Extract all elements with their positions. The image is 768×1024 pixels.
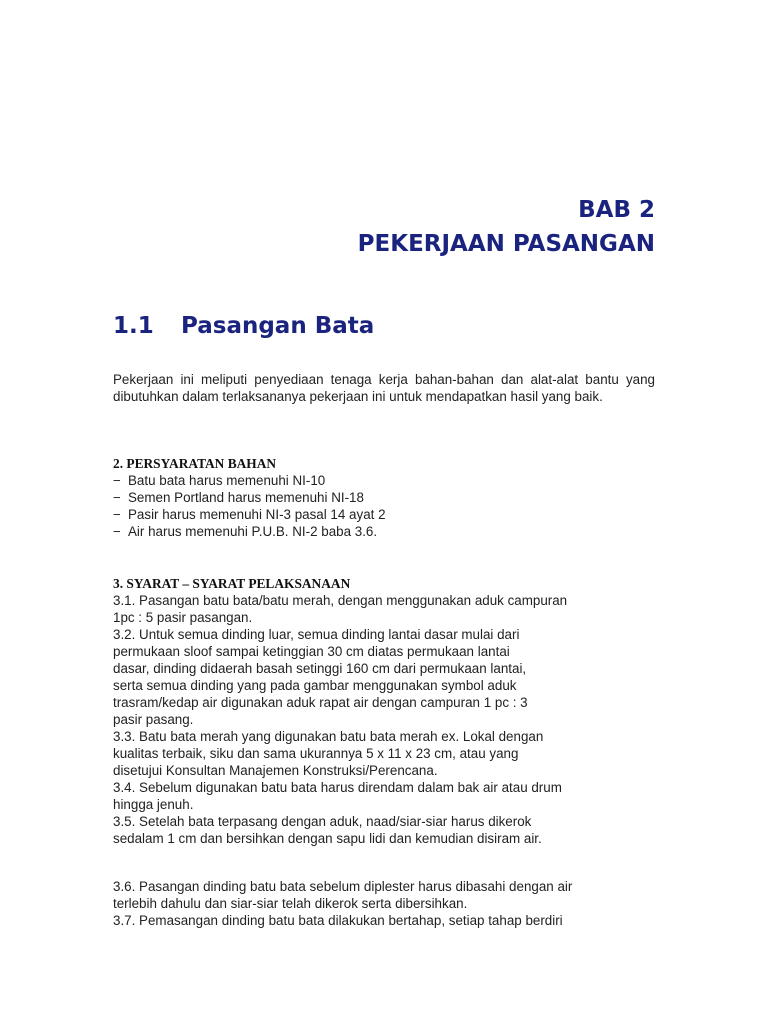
text-line: hingga jenuh. — [113, 797, 194, 812]
text-line: disetujui Konsultan Manajemen Konstruksi/Perencana. — [113, 763, 438, 778]
chapter-heading — [358, 193, 655, 261]
intro-paragraph: Pekerjaan ini meliputi penyediaan tenaga kerja bahan-bahan dan alat-alat bantu yang dibutuhkan dalam terlaksananya pekerjaan ini untuk mendapatkan hasil yang baik. — [113, 372, 655, 404]
list-item-text: Air harus memenuhi P.U.B. NI-2 baba 3.6. — [128, 524, 378, 539]
text-line: permukaan sloof sampai ketinggian 30 cm diatas permukaan lantai — [113, 644, 510, 659]
list-item — [113, 506, 673, 523]
text-line: 3.5. Setelah bata terpasang dengan aduk, naad/siar-siar harus dikerok — [113, 814, 532, 829]
text-line: kualitas terbaik, siku dan sama ukurannya 5 x 11 x 23 cm, atau yang — [113, 746, 519, 761]
list-bullet: − — [113, 473, 121, 488]
text-line: 3.2. Untuk semua dinding luar, semua dinding lantai dasar mulai dari — [113, 627, 520, 642]
text-line: terlebih dahulu dan siar-siar telah dikerok serta dibersihkan. — [113, 896, 468, 911]
section-title: Pasangan Bata — [181, 313, 375, 339]
section-number: 1.1 — [113, 313, 154, 339]
requirements-title: 2. PERSYARATAN BAHAN — [113, 456, 277, 471]
chapter-title: PEKERJAAN PASANGAN — [357, 231, 655, 257]
section-heading — [113, 309, 374, 343]
text-line: dasar, dinding didaerah basah setinggi 160 cm dari permukaan lantai, — [113, 661, 527, 676]
text-line: 1pc : 5 pasir pasangan. — [113, 610, 253, 625]
text-line: 3.6. Pasangan dinding batu bata sebelum diplester harus dibasahi dengan air — [113, 879, 573, 894]
list-item-text: Semen Portland harus memenuhi NI-18 — [128, 490, 364, 505]
text-line: trasram/kedap air digunakan aduk rapat air dengan campuran 1 pc : 3 — [113, 695, 528, 710]
list-item — [113, 489, 673, 506]
text-line: pasir pasang. — [113, 712, 194, 727]
execution-continued — [113, 878, 673, 929]
execution-section — [113, 575, 673, 847]
text-line: 3.7. Pemasangan dinding batu bata dilakukan bertahap, setiap tahap berdiri — [113, 913, 563, 928]
list-bullet: − — [113, 490, 121, 505]
list-item-text: Pasir harus memenuhi NI-3 pasal 14 ayat 2 — [128, 507, 386, 522]
list-item — [113, 523, 673, 540]
text-line: sedalam 1 cm dan bersihkan dengan sapu lidi dan kemudian disiram air. — [113, 831, 542, 846]
requirements-section — [113, 455, 673, 540]
text-line: 3.1. Pasangan batu bata/batu merah, dengan menggunakan aduk campuran — [113, 593, 568, 608]
text-line: 3.3. Batu bata merah yang digunakan batu bata merah ex. Lokal dengan — [113, 729, 544, 744]
list-bullet: − — [113, 507, 121, 522]
text-line: serta semua dinding yang pada gambar menggunakan symbol aduk — [113, 678, 517, 693]
list-item-text: Batu bata harus memenuhi NI-10 — [128, 473, 326, 488]
text-line: 3.4. Sebelum digunakan batu bata harus direndam dalam bak air atau drum — [113, 780, 562, 795]
list-bullet: − — [113, 524, 121, 539]
chapter-number: BAB 2 — [578, 197, 655, 223]
list-item — [113, 472, 673, 489]
execution-title: 3. SYARAT – SYARAT PELAKSANAAN — [113, 576, 351, 591]
